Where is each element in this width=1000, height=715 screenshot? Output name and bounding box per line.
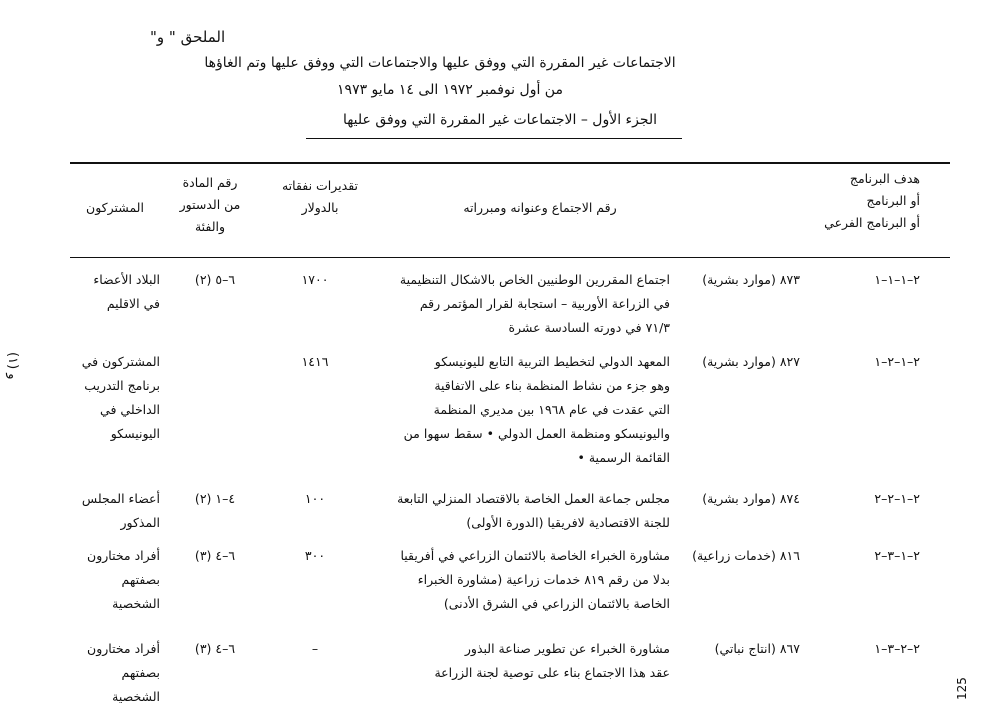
row-5-description xyxy=(350,637,670,685)
row-3-cost: ١٠٠ xyxy=(304,491,326,506)
description-line: مجلس جماعة العمل الخاصة بالاقتصاد المنزلي التابعة xyxy=(397,491,670,506)
part-underline xyxy=(306,138,682,139)
row-3-goal: ٢–١–٢–٢ xyxy=(874,491,920,506)
row-3-description xyxy=(350,487,670,535)
margin-label: و (١) xyxy=(5,352,20,380)
column-header-article xyxy=(165,172,255,238)
participants-line: الداخلي في xyxy=(100,402,160,417)
cost-header-line: تقديرات نفقاته xyxy=(281,178,359,193)
column-header-participants: المشتركون xyxy=(86,200,144,215)
row-1-number: ٨٧٣ (موارد بشرية) xyxy=(702,272,800,287)
goal-header-line: أو البرنامج xyxy=(866,193,920,208)
date-range: من أول نوفمبر ١٩٧٢ الى ١٤ مايو ١٩٧٣ xyxy=(337,82,563,98)
participants-line: البلاد الأعضاء xyxy=(93,272,160,287)
description-line: في الزراعة الأوربية – استجابة لقرار المؤتمر رقم xyxy=(419,296,670,311)
participants-line: الشخصية xyxy=(112,596,160,611)
participants-line: المشتركون في xyxy=(81,354,160,369)
description-line: التي عقدت في عام ١٩٦٨ بين مديري المنظمة xyxy=(433,402,670,417)
row-2-participants xyxy=(70,350,160,446)
row-5-goal: ٢–٢–٣–١ xyxy=(874,641,920,656)
participants-line: بصفتهم الشخصية xyxy=(112,665,160,704)
row-2-description xyxy=(350,350,670,470)
row-5-number: ٨٦٧ (انتاج نباتي) xyxy=(714,641,800,656)
column-header-cost xyxy=(265,175,375,219)
column-header-meeting: رقم الاجتماع وعنوانه ومبرراته xyxy=(463,200,617,215)
participants-line: أفراد مختارون xyxy=(87,641,160,656)
row-4-article: ٦–٤ (٣) xyxy=(194,548,236,563)
article-header-line: من الدستور xyxy=(179,197,241,212)
row-1-cost: ١٧٠٠ xyxy=(301,272,329,287)
description-line: عقد هذا الاجتماع بناء على توصية لجنة الزراعة xyxy=(434,665,670,680)
description-line: مشاورة الخبراء الخاصة بالائتمان الزراعي في أفريقيا xyxy=(400,548,670,563)
participants-line: أعضاء المجلس xyxy=(81,491,160,506)
document-title: الاجتماعات غير المقررة التي ووفق عليها والاجتماعات التي ووفق عليها وتم الغاؤها xyxy=(204,55,676,71)
description-line: المعهد الدولي لتخطيط التربية التابع لليونيسكو xyxy=(434,354,670,369)
row-5-cost: – xyxy=(311,641,319,656)
description-line: ٧١/٣ في دورته السادسة عشرة xyxy=(508,320,670,335)
row-3-number: ٨٧٤ (موارد بشرية) xyxy=(702,491,800,506)
participants-line: بصفتهم xyxy=(121,572,160,587)
row-3-article: ٤–١ (٢) xyxy=(194,491,236,506)
row-4-cost: ٣٠٠ xyxy=(304,548,326,563)
cost-header-line: بالدولار xyxy=(301,200,339,215)
row-5-participants xyxy=(70,637,160,709)
goal-header-line: أو البرنامج الفرعي xyxy=(824,215,920,230)
description-line: القائمة الرسمية • xyxy=(577,450,670,465)
row-2-goal: ٢–١–٢–١ xyxy=(874,354,920,369)
description-line: اجتماع المقررين الوطنيين الخاص بالاشكال التنظيمية xyxy=(399,272,670,287)
participants-line: المذكور xyxy=(120,515,160,530)
article-header-line: رقم المادة xyxy=(182,175,238,190)
column-header-goal xyxy=(810,168,920,234)
participants-line: برنامج التدريب xyxy=(84,378,160,393)
part-heading: الجزء الأول – الاجتماعات غير المقررة التي ووفق عليها xyxy=(342,112,658,128)
participants-line: أفراد مختارون xyxy=(87,548,160,563)
article-header-line: والفئة xyxy=(194,219,226,234)
row-5-article: ٦–٤ (٣) xyxy=(194,641,236,656)
table-top-rule xyxy=(70,162,950,164)
description-line: الخاصة بالائتمان الزراعي في الشرق الأدنى) xyxy=(443,596,670,611)
description-line: واليونيسكو ومنظمة العمل الدولي • سقط سهوا من xyxy=(403,426,670,441)
row-1-goal: ٢–١–١–١ xyxy=(874,272,920,287)
page-number: 125 xyxy=(955,677,969,700)
row-4-number: ٨١٦ (خدمات زراعية) xyxy=(692,548,800,563)
row-4-goal: ٢–١–٣–٢ xyxy=(874,548,920,563)
row-3-participants xyxy=(70,487,160,535)
table-header-rule xyxy=(70,257,950,258)
row-1-article: ٦–٥ (٢) xyxy=(194,272,236,287)
row-2-cost: ١٤١٦ xyxy=(301,354,329,369)
participants-line: في الاقليم xyxy=(106,296,160,311)
description-line: بدلا من رقم ٨١٩ خدمات زراعية (مشاورة الخبراء xyxy=(417,572,670,587)
row-1-description xyxy=(350,268,670,340)
row-4-description xyxy=(350,544,670,616)
annex-label: الملحق " و" xyxy=(150,28,226,46)
row-2-number: ٨٢٧ (موارد بشرية) xyxy=(702,354,800,369)
description-line: مشاورة الخبراء عن تطوير صناعة البذور xyxy=(464,641,670,656)
description-line: للجنة الاقتصادية لافريقيا (الدورة الأولى) xyxy=(466,515,670,530)
description-line: وهو جزء من نشاط المنظمة بناء على الاتفاقية xyxy=(434,378,670,393)
goal-header-line: هدف البرنامج xyxy=(849,171,920,186)
row-1-participants xyxy=(70,268,160,316)
participants-line: اليونيسكو xyxy=(110,426,160,441)
row-4-participants xyxy=(70,544,160,616)
